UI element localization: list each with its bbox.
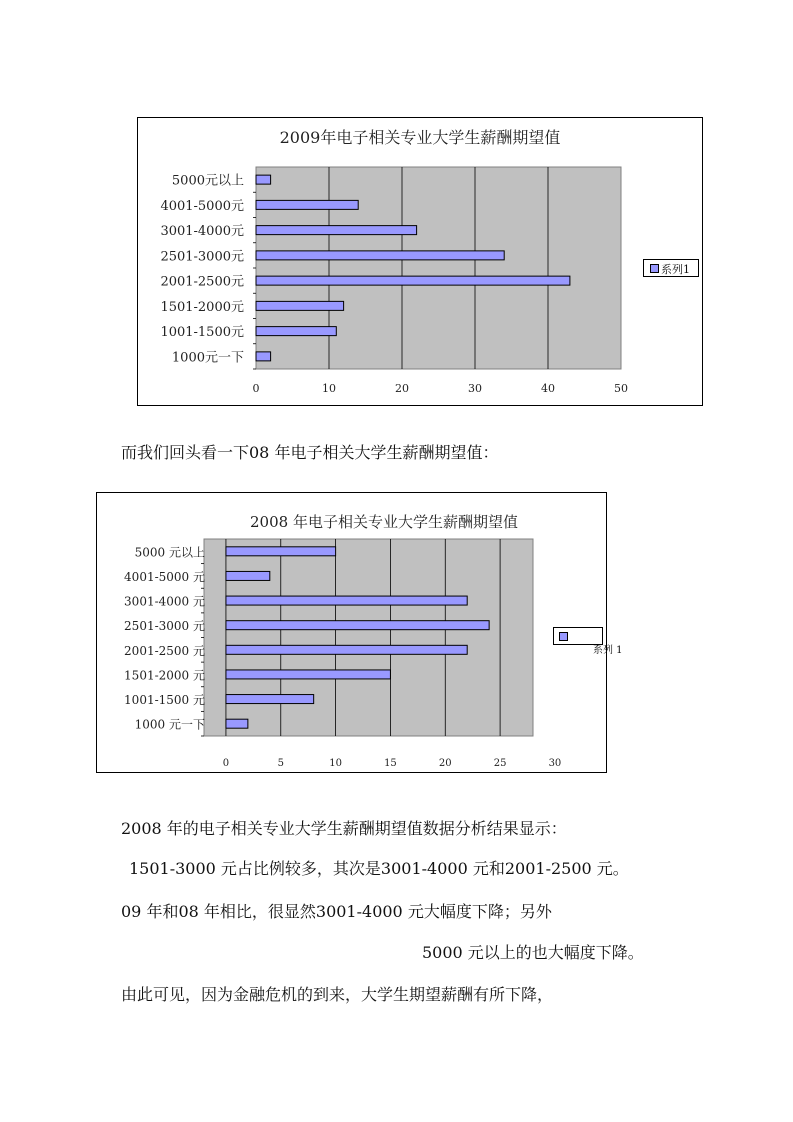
paragraph-1: 而我们回头看一下08 年电子相关大学生薪酬期望值：	[121, 443, 499, 462]
chart-2009-category-label: 4001-5000元	[160, 198, 244, 214]
chart-2009-bar	[256, 251, 504, 260]
chart-2009-x-tick-label: 40	[541, 382, 555, 395]
chart-2008-x-tick-label: 30	[548, 758, 562, 769]
chart-2008-x-tick-label: 10	[329, 758, 342, 769]
chart-2009-legend	[643, 259, 699, 277]
chart-2009-svg	[138, 118, 704, 407]
chart-2008	[96, 492, 623, 773]
chart-2009-x-tick-label: 10	[322, 382, 336, 395]
chart-2008-category-label: 1001-1500 元	[124, 693, 205, 708]
chart-2008-category-label: 1501-2000 元	[124, 668, 205, 683]
chart-2009-category-label: 3001-4000元	[160, 224, 244, 240]
chart-2009-bar	[256, 226, 417, 235]
chart-2009	[137, 117, 703, 406]
chart-2008-x-tick-label: 0	[222, 758, 230, 769]
chart-2009-category-label: 1001-1500元	[160, 325, 244, 341]
chart-2009-category-label: 1000元一下	[171, 350, 244, 366]
chart-2008-category-label: 2501-3000 元	[124, 619, 205, 634]
chart-2009-category-label: 1501-2000元	[160, 299, 244, 315]
chart-2008-category-label: 3001-4000 元	[124, 594, 205, 609]
chart-2009-legend-label: 系列1	[661, 263, 690, 276]
paragraph-5: 5000 元以上的也大幅度下降。	[422, 943, 644, 962]
chart-2008-bar	[226, 695, 314, 704]
chart-2008-svg	[97, 493, 608, 774]
chart-2008-bar	[226, 670, 391, 679]
chart-2008-x-tick-label: 20	[438, 758, 452, 769]
chart-2008-bar	[226, 571, 270, 580]
chart-2009-bar	[256, 352, 271, 361]
paragraph-4: 09 年和08 年相比，很显然3001-4000 元大幅度下降；另外	[121, 902, 552, 921]
chart-2008-bar	[226, 596, 467, 605]
chart-2008-x-tick-label: 25	[493, 758, 507, 769]
chart-2008-bar	[226, 645, 467, 654]
chart-2009-title: 2009年电子相关专业大学生薪酬期望值	[279, 128, 561, 147]
chart-2009-x-tick-label: 20	[395, 382, 409, 395]
chart-2008-bar	[226, 621, 489, 630]
chart-2008-category-label: 2001-2500 元	[124, 643, 205, 658]
chart-2009-x-tick-label: 30	[468, 382, 482, 395]
chart-2009-x-tick-label: 50	[614, 382, 628, 395]
chart-2008-title: 2008 年电子相关专业大学生薪酬期望值	[250, 513, 518, 531]
chart-2009-bar	[256, 276, 570, 285]
chart-2009-plot-area	[256, 167, 621, 369]
chart-2008-bar	[226, 547, 336, 556]
paragraph-2: 2008 年的电子相关专业大学生薪酬期望值数据分析结果显示：	[121, 819, 567, 838]
chart-2008-plot-area	[204, 539, 533, 736]
chart-2008-category-label: 1000 元一下	[134, 717, 205, 732]
legend-swatch-icon	[650, 264, 659, 273]
chart-2008-bar	[226, 719, 248, 728]
paragraph-6: 由此可见，因为金融危机的到来，大学生期望薪酬有所下降，	[121, 985, 554, 1004]
chart-2008-x-tick-label: 5	[277, 758, 284, 769]
chart-2008-x-tick-label: 15	[384, 758, 397, 769]
chart-2008-category-label: 5000 元以上	[134, 545, 205, 560]
chart-2008-legend-label: 系列 1	[593, 645, 623, 656]
paragraph-3: 1501-3000 元占比例较多，其次是3001-4000 元和2001-2500 元。	[129, 859, 629, 878]
chart-2009-x-tick-label: 0	[252, 382, 260, 395]
chart-2009-bar	[256, 327, 336, 336]
chart-2009-bar	[256, 301, 344, 310]
legend-swatch-icon	[559, 632, 568, 641]
chart-2008-category-label: 4001-5000 元	[124, 569, 205, 584]
chart-2009-bar	[256, 175, 271, 184]
chart-2009-category-label: 5000元以上	[171, 173, 244, 189]
chart-2009-bar	[256, 200, 358, 209]
chart-2009-category-label: 2001-2500元	[160, 274, 244, 290]
chart-2009-category-label: 2501-3000元	[160, 249, 244, 265]
